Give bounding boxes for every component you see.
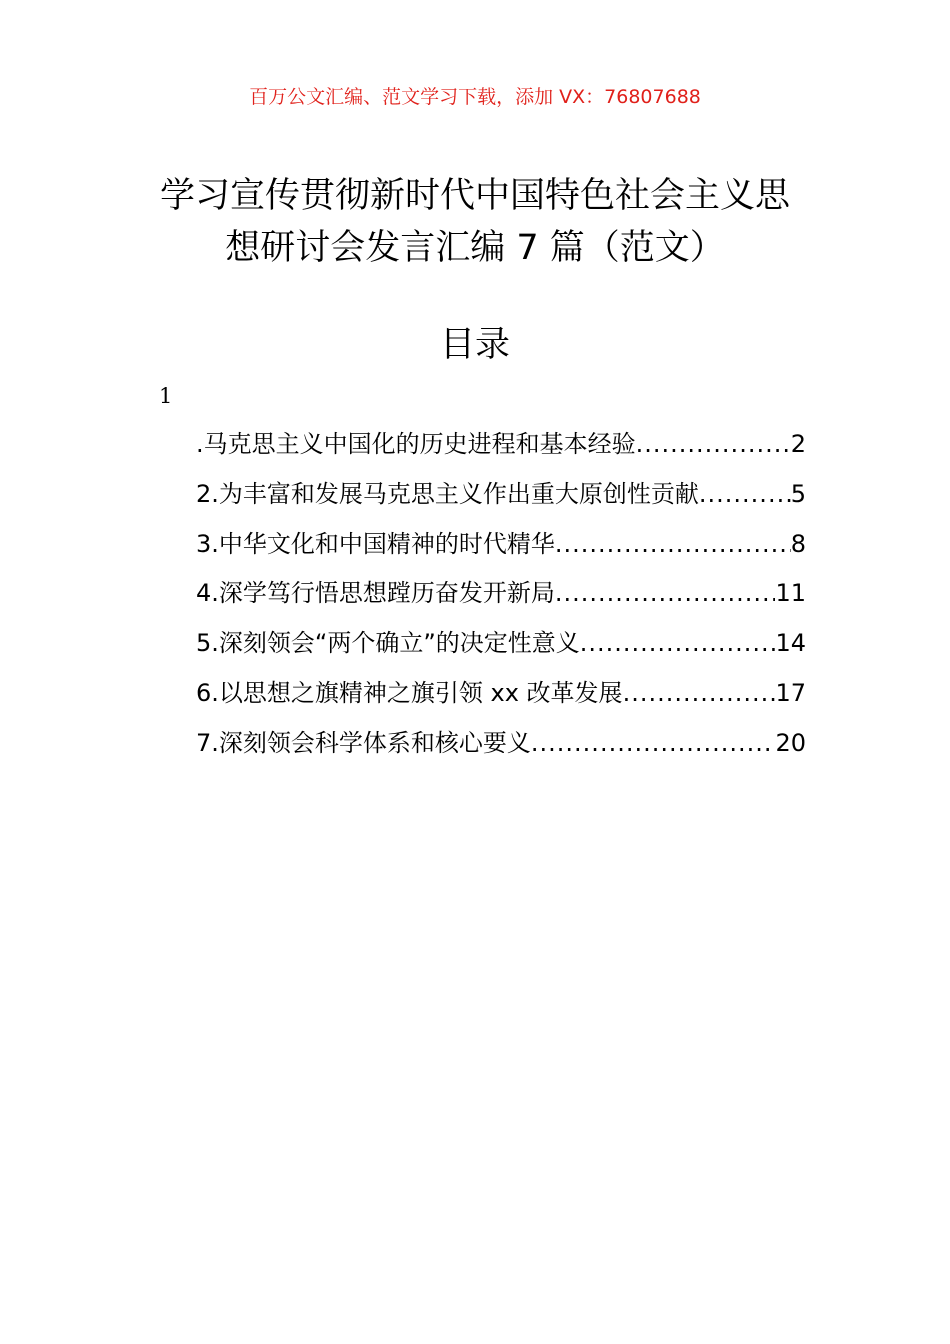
toc-page-number: 20 xyxy=(775,728,806,757)
stray-number: 1 xyxy=(159,384,173,408)
toc-dot-leader xyxy=(555,522,791,566)
toc-item-text: 5.深刻领会“两个确立”的决定性意义 xyxy=(196,629,580,658)
toc-dot-leader xyxy=(555,571,776,615)
toc-dot-leader xyxy=(636,422,791,466)
toc-item-text: 3.中华文化和中国精神的时代精华 xyxy=(196,529,555,558)
toc-item-3[interactable] xyxy=(196,522,806,572)
document-title xyxy=(130,170,820,274)
toc-item-text: 4.深学笃行悟思想蹚历奋发开新局 xyxy=(196,579,555,608)
toc-item-text: 7.深刻领会科学体系和核心要义 xyxy=(196,728,531,757)
toc-item-text: 6.以思想之旗精神之旗引领 xx 改革发展 xyxy=(196,678,623,707)
toc-dot-leader xyxy=(699,472,791,516)
toc-page-number: 14 xyxy=(775,629,806,658)
title-line-2: 想研讨会发言汇编 7 篇（范文） xyxy=(225,228,725,268)
toc-dot-leader xyxy=(531,721,776,765)
toc-item-2[interactable] xyxy=(196,472,806,522)
toc-item-6[interactable] xyxy=(196,671,806,721)
toc-page-number: 8 xyxy=(790,529,806,558)
toc-item-text: 2.为丰富和发展马克思主义作出重大原创性贡献 xyxy=(196,479,699,508)
toc-page-number: 5 xyxy=(790,479,806,508)
table-of-contents xyxy=(196,422,806,771)
toc-item-1[interactable] xyxy=(196,422,806,472)
toc-item-4[interactable] xyxy=(196,571,806,621)
toc-item-7[interactable] xyxy=(196,721,806,771)
title-line-1: 学习宣传贯彻新时代中国特色社会主义思 xyxy=(159,176,790,216)
header-banner: 百万公文汇编、范文学习下载，添加 VX：76807688 xyxy=(249,86,701,108)
toc-item-5[interactable] xyxy=(196,621,806,671)
toc-dot-leader xyxy=(623,671,776,715)
toc-page-number: 11 xyxy=(775,579,806,608)
toc-page-number: 17 xyxy=(775,678,806,707)
toc-page-number: 2 xyxy=(790,430,806,458)
toc-dot-leader xyxy=(580,621,776,665)
toc-item-text: .马克思主义中国化的历史进程和基本经验 xyxy=(196,430,636,458)
toc-heading: 目录 xyxy=(439,325,510,365)
